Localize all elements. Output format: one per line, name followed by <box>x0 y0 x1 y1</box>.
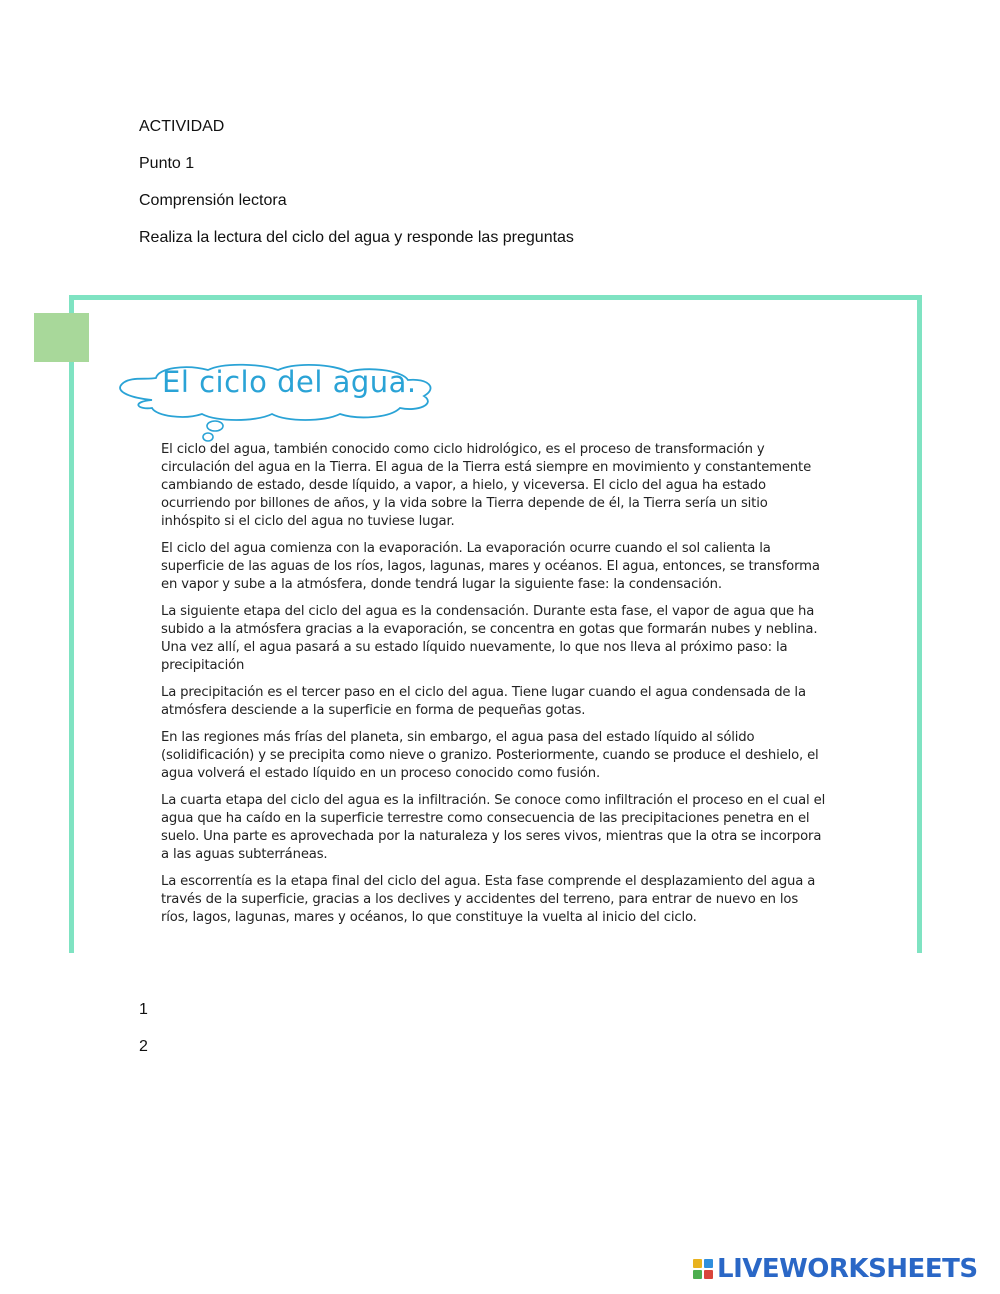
instruction-text: Realiza la lectura del ciclo del agua y responde las preguntas <box>139 229 574 246</box>
paragraph: La escorrentía es la etapa final del ciclo del agua. Esta fase comprende el desplazamiento del agua a través de la superficie, gracias a los declives y accidentes del terreno, para entrar de nuevo en los ríos, lagos, lagunas, mares y océanos, lo que constituye la vuelta al inicio del ciclo. <box>161 874 816 925</box>
logo-grid-icon <box>693 1259 713 1279</box>
question-number-2: 2 <box>139 1038 148 1055</box>
accent-square <box>34 313 89 362</box>
answer-field-2[interactable] <box>162 1036 862 1058</box>
paragraph: El ciclo del agua, también conocido como ciclo hidrológico, es el proceso de transformación y circulación del agua en la Tierra. El agua de la Tierra está siempre en movimiento y constantemente cambiando de estado, desde líquido, a vapor, a hielo, y viceversa. El ciclo del agua ha estado ocurriendo por billones de años, y la vida sobre la Tierra depende de él, la Tierra sería un sitio inhóspito si el ciclo del agua no tuviese lugar. <box>161 442 812 529</box>
point-label: Punto 1 <box>139 155 195 172</box>
liveworksheets-logo <box>693 1255 978 1283</box>
paragraph: La precipitación es el tercer paso en el ciclo del agua. Tiene lugar cuando el agua condensada de la atmósfera desciende a la superficie en forma de pequeñas gotas. <box>161 685 806 718</box>
paragraph: La siguiente etapa del ciclo del agua es la condensación. Durante esta fase, el vapor de agua que ha subido a la atmósfera gracias a la evaporación, se concentra en gotas que formarán nubes y neblina. Una vez allí, el agua pasará a su estado líquido nuevamente, lo que nos lleva al próximo paso: la precipitación <box>161 604 818 673</box>
reading-title: El ciclo del agua. <box>162 365 417 399</box>
reading-body <box>161 441 829 936</box>
activity-heading: ACTIVIDAD <box>139 118 225 135</box>
paragraph: En las regiones más frías del planeta, sin embargo, el agua pasa del estado líquido al sólido (solidificación) y se precipita como nieve o granizo. Posteriormente, cuando se produce el deshielo, el agua volverá el estado líquido en un proceso conocido como fusión. <box>161 730 819 781</box>
paragraph: El ciclo del agua comienza con la evaporación. La evaporación ocurre cuando el sol calienta la superficie de las aguas de los ríos, lagos, lagunas, mares y océanos. El agua, entonces, se transforma en vapor y sube a la atmósfera, donde tendrá lugar la siguiente fase: la condensación. <box>161 541 820 592</box>
paragraph: La cuarta etapa del ciclo del agua es la infiltración. Se conoce como infiltración el proceso en el cual el agua que ha caído en la superficie terrestre como consecuencia de las precipitaciones penetra en el suelo. Una parte es aprovechada por la naturaleza y los seres vivos, mientras que la otra se incorpora a las aguas subterráneas. <box>161 793 826 862</box>
answer-field-1[interactable] <box>162 999 862 1021</box>
question-number-1: 1 <box>139 1001 148 1018</box>
topic-label: Comprensión lectora <box>139 192 287 209</box>
brand-name: LIVEWORKSHEETS <box>717 1254 978 1284</box>
